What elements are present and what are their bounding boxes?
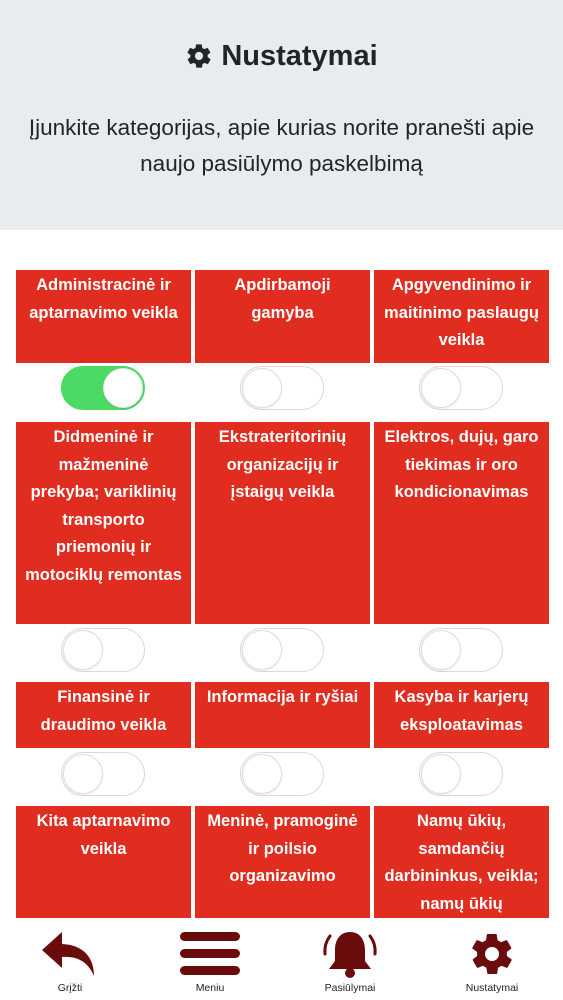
category-label: Kasyba ir karjerų eksploatavimas xyxy=(374,682,549,748)
category-toggle[interactable] xyxy=(61,366,145,410)
toggle-knob xyxy=(63,754,103,794)
category-label: Apgyvendinimo ir maitinimo paslaugų veikla xyxy=(374,270,549,363)
nav-menu-button[interactable] xyxy=(160,928,260,1000)
category-toggle[interactable] xyxy=(419,628,503,672)
category-toggle[interactable] xyxy=(240,366,324,410)
settings-gear-icon xyxy=(460,928,524,980)
toggle-knob xyxy=(421,630,461,670)
nav-offers-button[interactable] xyxy=(300,928,400,1000)
title-row xyxy=(0,36,563,76)
category-label: Administracinė ir aptarnavimo veikla xyxy=(16,270,191,363)
category-toggle[interactable] xyxy=(419,366,503,410)
category-toggle[interactable] xyxy=(61,628,145,672)
toggle-knob xyxy=(242,368,282,408)
nav-settings-button[interactable] xyxy=(442,928,542,1000)
nav-back-label: Grįžti xyxy=(57,982,83,994)
nav-menu-label: Meniu xyxy=(195,982,225,994)
bottom-navigation xyxy=(0,918,563,1000)
page-header xyxy=(0,0,563,230)
toggle-knob xyxy=(242,630,282,670)
nav-offers-label: Pasiūlymai xyxy=(324,982,376,994)
nav-back-button[interactable] xyxy=(20,928,120,1000)
page-title: Nustatymai xyxy=(221,39,378,72)
category-label: Informacija ir ryšiai xyxy=(195,682,370,748)
category-label: Namų ūkių, samdančių darbininkus, veikla; namų ūkių xyxy=(374,806,549,918)
category-toggle[interactable] xyxy=(240,752,324,796)
menu-icon xyxy=(178,928,242,980)
toggle-knob xyxy=(242,754,282,794)
toggle-knob xyxy=(421,754,461,794)
back-arrow-icon xyxy=(38,928,102,980)
category-label: Didmeninė ir mažmeninė prekyba; variklinių transporto priemonių ir motociklų remontas xyxy=(16,422,191,624)
category-label: Ekstrateritorinių organizacijų ir įstaigų veikla xyxy=(195,422,370,624)
categories-scroll-area[interactable] xyxy=(0,230,563,918)
page-subtitle: Įjunkite kategorijas, apie kurias norite pranešti apie naujo pasiūlymo paskelbimą xyxy=(28,115,535,176)
category-toggle[interactable] xyxy=(240,628,324,672)
category-label: Apdirbamoji gamyba xyxy=(195,270,370,363)
category-label: Meninė, pramoginė ir poilsio organizavimo xyxy=(195,806,370,918)
toggle-knob xyxy=(103,368,143,408)
category-label: Elektros, dujų, garo tiekimas ir oro kondicionavimas xyxy=(374,422,549,624)
gear-icon xyxy=(185,42,213,70)
toggle-knob xyxy=(63,630,103,670)
category-toggle[interactable] xyxy=(61,752,145,796)
category-label: Kita aptarnavimo veikla xyxy=(16,806,191,918)
toggle-knob xyxy=(421,368,461,408)
category-label: Finansinė ir draudimo veikla xyxy=(16,682,191,748)
nav-settings-label: Nustatymai xyxy=(465,982,519,994)
bell-icon xyxy=(318,928,382,980)
category-toggle[interactable] xyxy=(419,752,503,796)
